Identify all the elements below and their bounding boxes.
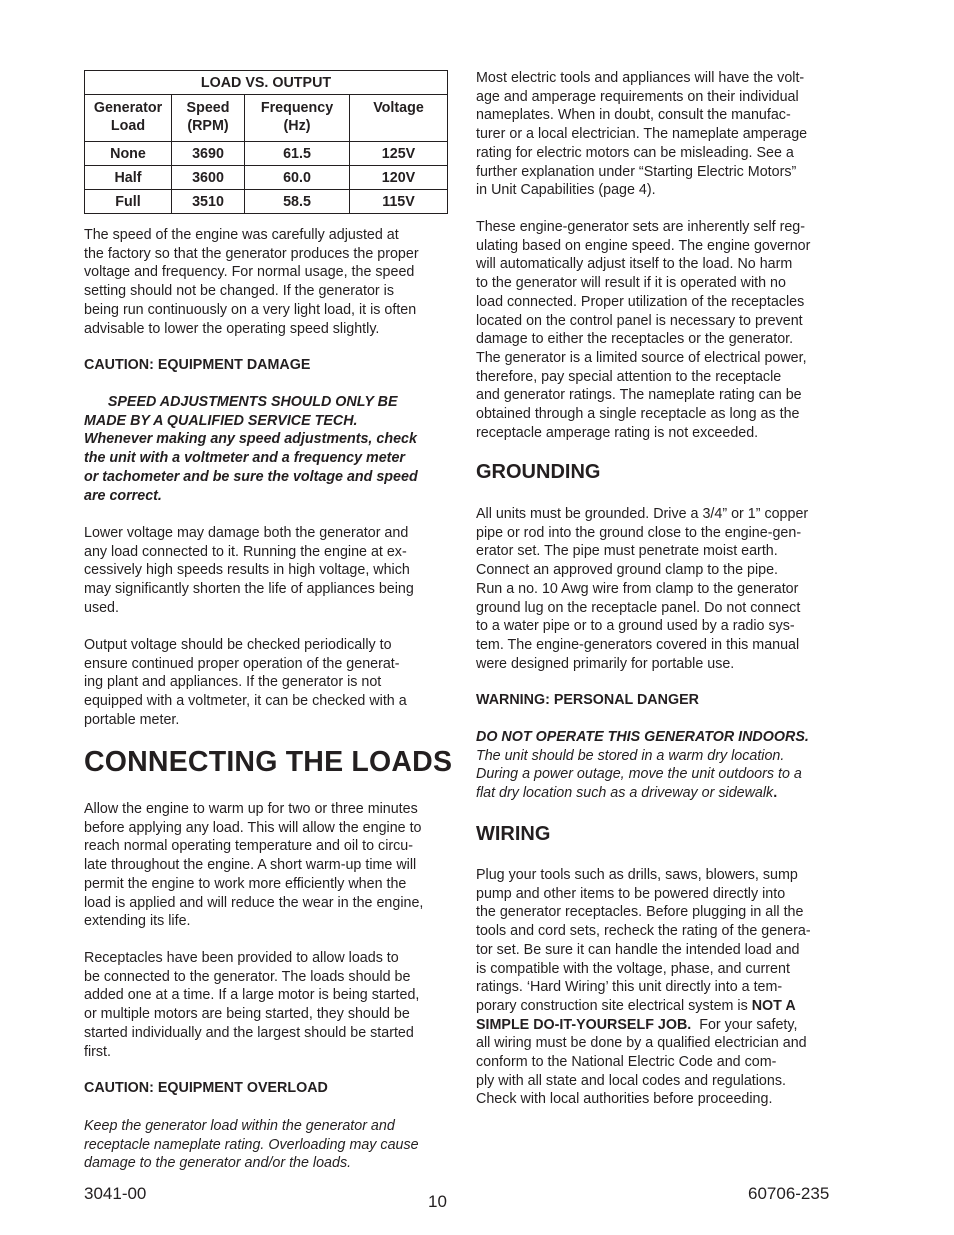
cell-load: None xyxy=(85,142,172,166)
footer-part-number: 60706-235 xyxy=(748,1184,830,1203)
overload-note: Keep the generator load within the generator and receptacle nameplate rating. Overloading may cause damage to the generator and/or the loads. xyxy=(84,1118,419,1172)
cell-frequency: 61.5 xyxy=(245,142,350,166)
page-number: 10 xyxy=(428,1192,447,1211)
warm-up-paragraph: Allow the engine to warm up for two or three minutes before applying any load. This will allow the engine to reach normal operating temperature and oil to circu- late throughout the engine. A short warm-up time will permit the engine to work more efficiently when the load is applied and will reduce the wear in the engine, extending its life. xyxy=(84,801,424,930)
footer-document-number: 3041-00 xyxy=(84,1184,147,1203)
output-voltage-paragraph: Output voltage should be checked periodically to ensure continued proper operation of the generat- ing plant and appliances. If the generator is not equipped with a voltmeter, it can be checked with a portable meter. xyxy=(84,637,407,728)
cell-frequency: 58.5 xyxy=(245,190,350,214)
header-frequency: Frequency (Hz) xyxy=(245,95,350,142)
speed-paragraph: The speed of the engine was carefully adjusted at the factory so that the generator produces the proper voltage and frequency. For normal usage, the speed setting should not be changed. If the generator is being run continuously on a very light load, it is often advisable to lower the operating speed slightly. xyxy=(84,227,419,337)
table-header-row xyxy=(85,95,448,142)
cell-voltage: 120V xyxy=(350,166,448,190)
receptacles-paragraph: Receptacles have been provided to allow loads to be connected to the generator. The loads should be added one at a time. If a large motor is being started, or multiple motors are being started, they should be started individually and the largest should be started first. xyxy=(84,950,420,1060)
header-speed: Speed (RPM) xyxy=(172,95,245,142)
table-row xyxy=(85,166,448,190)
cell-voltage: 125V xyxy=(350,142,448,166)
table-title: LOAD VS. OUTPUT xyxy=(85,71,448,95)
wiring-heading: WIRING xyxy=(476,823,551,845)
grounding-heading: GROUNDING xyxy=(476,461,601,483)
cell-speed: 3600 xyxy=(172,166,245,190)
speed-adjustment-warning: SPEED ADJUSTMENTS SHOULD ONLY BE MADE BY A QUALIFIED SERVICE TECH. Whenever making any speed adjustments, check the unit with a voltmeter and a frequency meter or tachometer and be sure the voltage and speed are correct. xyxy=(84,394,418,504)
cell-load: Half xyxy=(85,166,172,190)
cell-speed: 3690 xyxy=(172,142,245,166)
self-regulating-paragraph: These engine-generator sets are inherently self reg- ulating based on engine speed. The engine governor will automatically adjust itself to the load. No harm to the generator will result if it is operated with no load connected. Proper utilization of the receptacles located on the control panel is necessary to prevent damage to either the receptacles or the generator. The generator is a limited source of electrical power, therefore, pay special attention to the receptacle and generator ratings. The nameplate rating can be obtained through a single receptacle as long as the receptacle amperage rating is not exceeded. xyxy=(476,219,811,441)
table-row xyxy=(85,190,448,214)
caution-equipment-overload: CAUTION: EQUIPMENT OVERLOAD xyxy=(84,1080,328,1096)
load-vs-output-table xyxy=(84,70,448,214)
connecting-the-loads-heading: CONNECTING THE LOADS xyxy=(84,746,453,778)
cell-frequency: 60.0 xyxy=(245,166,350,190)
caution-equipment-damage: CAUTION: EQUIPMENT DAMAGE xyxy=(84,357,311,373)
nameplate-paragraph: Most electric tools and appliances will have the volt- age and amperage requirements on their individual nameplates. When in doubt, consult the manufac- turer or a local electrician. The nameplate amperage rating for electric motors can be misleading. See a further explanation under “Starting Electric Motors” in Unit Capabilities (page 4). xyxy=(476,70,808,199)
table-row xyxy=(85,142,448,166)
indoor-warning: DO NOT OPERATE THIS GENERATOR INDOORS. The unit should be stored in a warm dry location. During a power outage, move the unit outdoors to a flat dry location such as a driveway or sidewalk. xyxy=(476,729,809,802)
warning-personal-danger: WARNING: PERSONAL DANGER xyxy=(476,692,699,708)
grounding-paragraph: All units must be grounded. Drive a 3/4” or 1” copper pipe or rod into the ground close to the engine-gen- erator set. The pipe must penetrate moist earth. Connect an approved ground clamp to the pipe. Run a no. 10 Awg wire from clamp to the generator ground lug on the receptacle panel. Do not connect to a water pipe or to a ground used by a radio sys- tem. The engine-generators covered in this manual were designed primarily for portable use. xyxy=(476,506,809,672)
wiring-paragraph: Plug your tools such as drills, saws, blowers, sump pump and other items to be powered directly into the generator receptacles. Before plugging in all the tools and cord sets, recheck the rating of the genera- tor set. Be sure it can handle the intended load and is compatible with the voltage, phase, and current ratings. ‘Hard Wiring’ this unit directly into a tem- porary construction site electrical system is NOT A SIMPLE DO-IT-YOURSELF JOB. For your safety, all wiring must be done by a qualified electrician and conform to the National Electric Code and com- ply with all state and local codes and regulations. Check with local authorities before proceeding. xyxy=(476,867,811,1108)
cell-load: Full xyxy=(85,190,172,214)
lower-voltage-paragraph: Lower voltage may damage both the generator and any load connected to it. Running the engine at ex- cessively high speeds results in high voltage, which may significantly shorten the life of appliances being used. xyxy=(84,525,414,616)
header-generator-load: Generator Load xyxy=(85,95,172,142)
cell-speed: 3510 xyxy=(172,190,245,214)
cell-voltage: 115V xyxy=(350,190,448,214)
header-voltage: Voltage xyxy=(350,95,448,142)
